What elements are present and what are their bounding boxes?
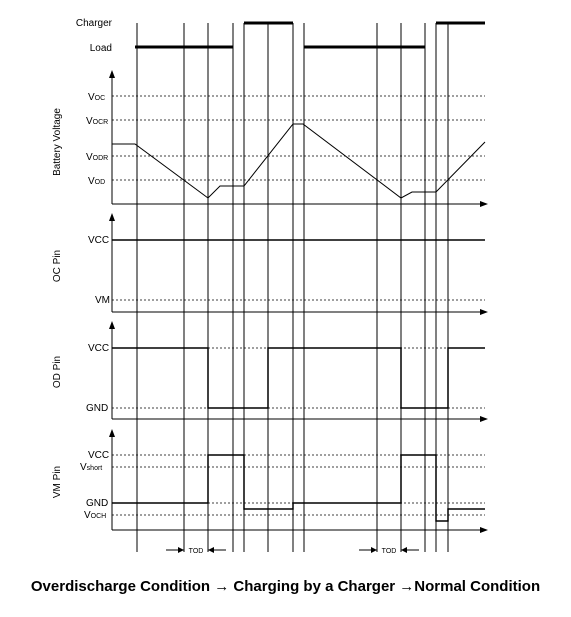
od-pin-waveform xyxy=(112,348,485,408)
vm-pin-axis-title: VM Pin xyxy=(52,465,63,499)
battery-voltage-axis-title: Battery Voltage xyxy=(52,108,63,176)
od-y-arrow xyxy=(109,321,115,329)
tod-label: TOD xyxy=(188,548,204,555)
tod-arrow-left xyxy=(208,547,214,553)
od-x-arrow xyxy=(480,416,488,422)
tod-arrow-right xyxy=(178,547,184,553)
tod-label: TOD xyxy=(381,548,397,555)
od-gnd-label: GND xyxy=(86,403,109,414)
battery-voltage-panel xyxy=(52,70,488,207)
battery-y-arrow xyxy=(109,70,115,78)
tod-marker-1 xyxy=(166,547,226,555)
vm-pin-waveform xyxy=(112,455,485,521)
load-row-label: Load xyxy=(89,43,112,54)
oc-y-arrow xyxy=(109,213,115,221)
od-vcc-label: VCC xyxy=(88,343,110,354)
vm-vshort-label: Vshort xyxy=(80,462,103,473)
tod-arrow-left xyxy=(401,547,407,553)
vm-voch-label: VOCH xyxy=(84,510,107,521)
battery-x-arrow xyxy=(480,201,488,207)
vm-x-arrow xyxy=(480,527,488,533)
oc-vm-label: VM xyxy=(95,295,110,306)
vocr-label: VOCR xyxy=(86,116,109,127)
caption-part-3: Normal Condition xyxy=(414,578,541,595)
voc-label: VOC xyxy=(88,92,106,103)
diagram-caption xyxy=(0,578,571,595)
caption-arrow-1: → xyxy=(214,578,230,595)
tod-marker-2 xyxy=(359,547,419,555)
vm-gnd-label: GND xyxy=(86,498,109,509)
od-pin-panel xyxy=(52,321,488,422)
caption-arrow-2: → xyxy=(399,578,415,595)
oc-pin-panel xyxy=(52,213,488,315)
caption-part-2: Charging by a Charger xyxy=(233,578,396,595)
oc-vcc-label: VCC xyxy=(88,235,110,246)
vm-pin-panel xyxy=(52,429,488,533)
caption-part-1: Overdischarge Condition xyxy=(30,578,211,595)
oc-x-arrow xyxy=(480,309,488,315)
vm-y-arrow xyxy=(109,429,115,437)
vm-vcc-label: VCC xyxy=(88,450,110,461)
battery-voltage-waveform xyxy=(112,124,485,198)
od-pin-axis-title: OD Pin xyxy=(52,355,63,389)
vod-label: VOD xyxy=(88,176,106,187)
tod-arrow-right xyxy=(371,547,377,553)
oc-pin-axis-title: OC Pin xyxy=(52,249,63,283)
charger-row-label: Charger xyxy=(75,18,112,29)
vodr-label: VODR xyxy=(86,152,109,163)
